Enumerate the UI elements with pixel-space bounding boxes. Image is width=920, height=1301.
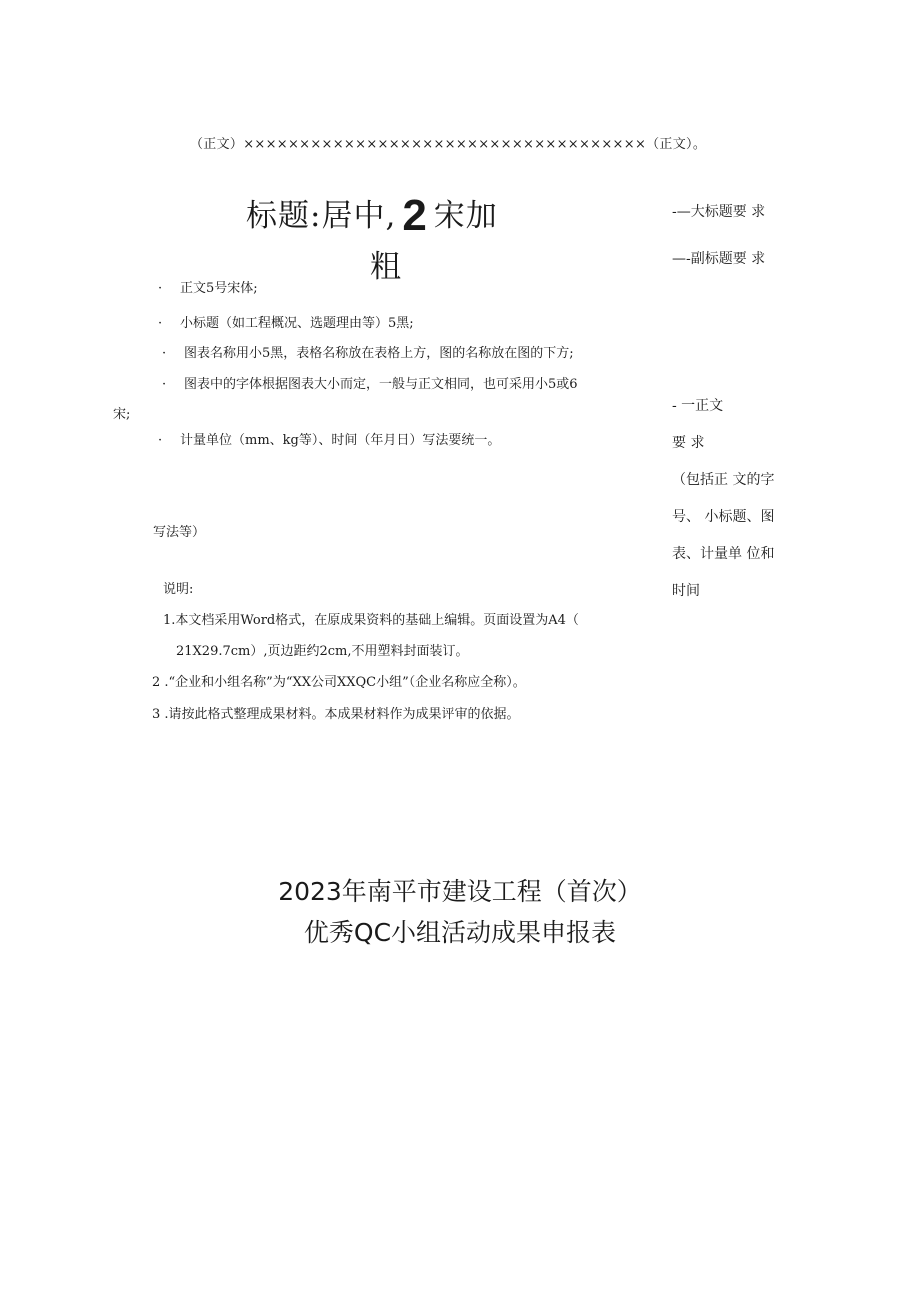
side-note-line: - 一正文 <box>672 398 724 414</box>
bullet-marker: · <box>162 346 167 361</box>
list-item-text: 图表名称用小5黑，表格名称放在表格上方，图的名称放在图的下方; <box>184 346 574 361</box>
list-item-continuation: 宋; <box>113 407 131 422</box>
bullet-marker: · <box>158 433 163 448</box>
writing-method-fragment: 写法等） <box>153 525 206 540</box>
side-note-line: 要 求 <box>672 435 705 451</box>
side-note-body-requirements <box>672 395 812 617</box>
report-title-line-1: 2023年南平市建设工程（首次） <box>278 877 642 906</box>
side-note-line: 表、计量单 位和 <box>672 546 775 562</box>
title-text-part-1: 标题:居中, <box>246 198 397 234</box>
list-item <box>162 342 574 361</box>
side-note-sub-title: —-副标题要 求 <box>672 251 766 267</box>
bullet-marker: · <box>158 316 163 331</box>
note-item-1: 1.本文档采用Word格式，在原成果资料的基础上编辑。页面设置为A4（ <box>163 613 579 628</box>
side-note-line: 时间 <box>672 583 700 599</box>
list-item-text: 计量单位（mm、kg等）、时间（年月日）写法要统一。 <box>180 433 501 448</box>
bullet-marker: · <box>162 377 167 392</box>
report-title-line-2: 优秀QC小组活动成果申报表 <box>303 918 617 947</box>
notes-heading: 说明: <box>163 582 194 597</box>
list-item <box>158 429 500 448</box>
note-item-2: 2 .“企业和小组名称”为“XX公司XXQC小组”（企业名称应全称）。 <box>152 675 526 690</box>
list-item <box>158 277 258 296</box>
list-item <box>162 373 578 392</box>
list-item-text: 小标题（如工程概况、选题理由等）5黑; <box>180 316 414 331</box>
bullet-marker: · <box>158 281 163 296</box>
title-requirement-line-2: 粗 <box>370 249 402 285</box>
title-size-number: 2 <box>402 191 428 240</box>
side-note-line: （包括正 文的字 <box>672 472 775 488</box>
body-text-sample: （正文）××××××××××××××××××××××××××××××××××××（正文）。 <box>190 137 707 152</box>
title-requirement-line-1 <box>246 190 498 241</box>
note-item-3: 3 .请按此格式整理成果材料。本成果材料作为成果评审的依据。 <box>152 707 520 722</box>
list-item <box>158 312 414 331</box>
list-item-text: 图表中的字体根据图表大小而定，一般与正文相同，也可采用小5或6 <box>184 377 578 392</box>
side-note-main-title: -—大标题要 求 <box>672 204 766 220</box>
side-note-line: 号、 小标题、图 <box>672 509 775 525</box>
title-text-part-2: 宋加 <box>433 198 498 234</box>
list-item-text: 正文5号宋体; <box>180 281 258 296</box>
note-item-1-continuation: 21X29.7cm）,页边距约2cm,不用塑料封面装订。 <box>176 644 469 659</box>
